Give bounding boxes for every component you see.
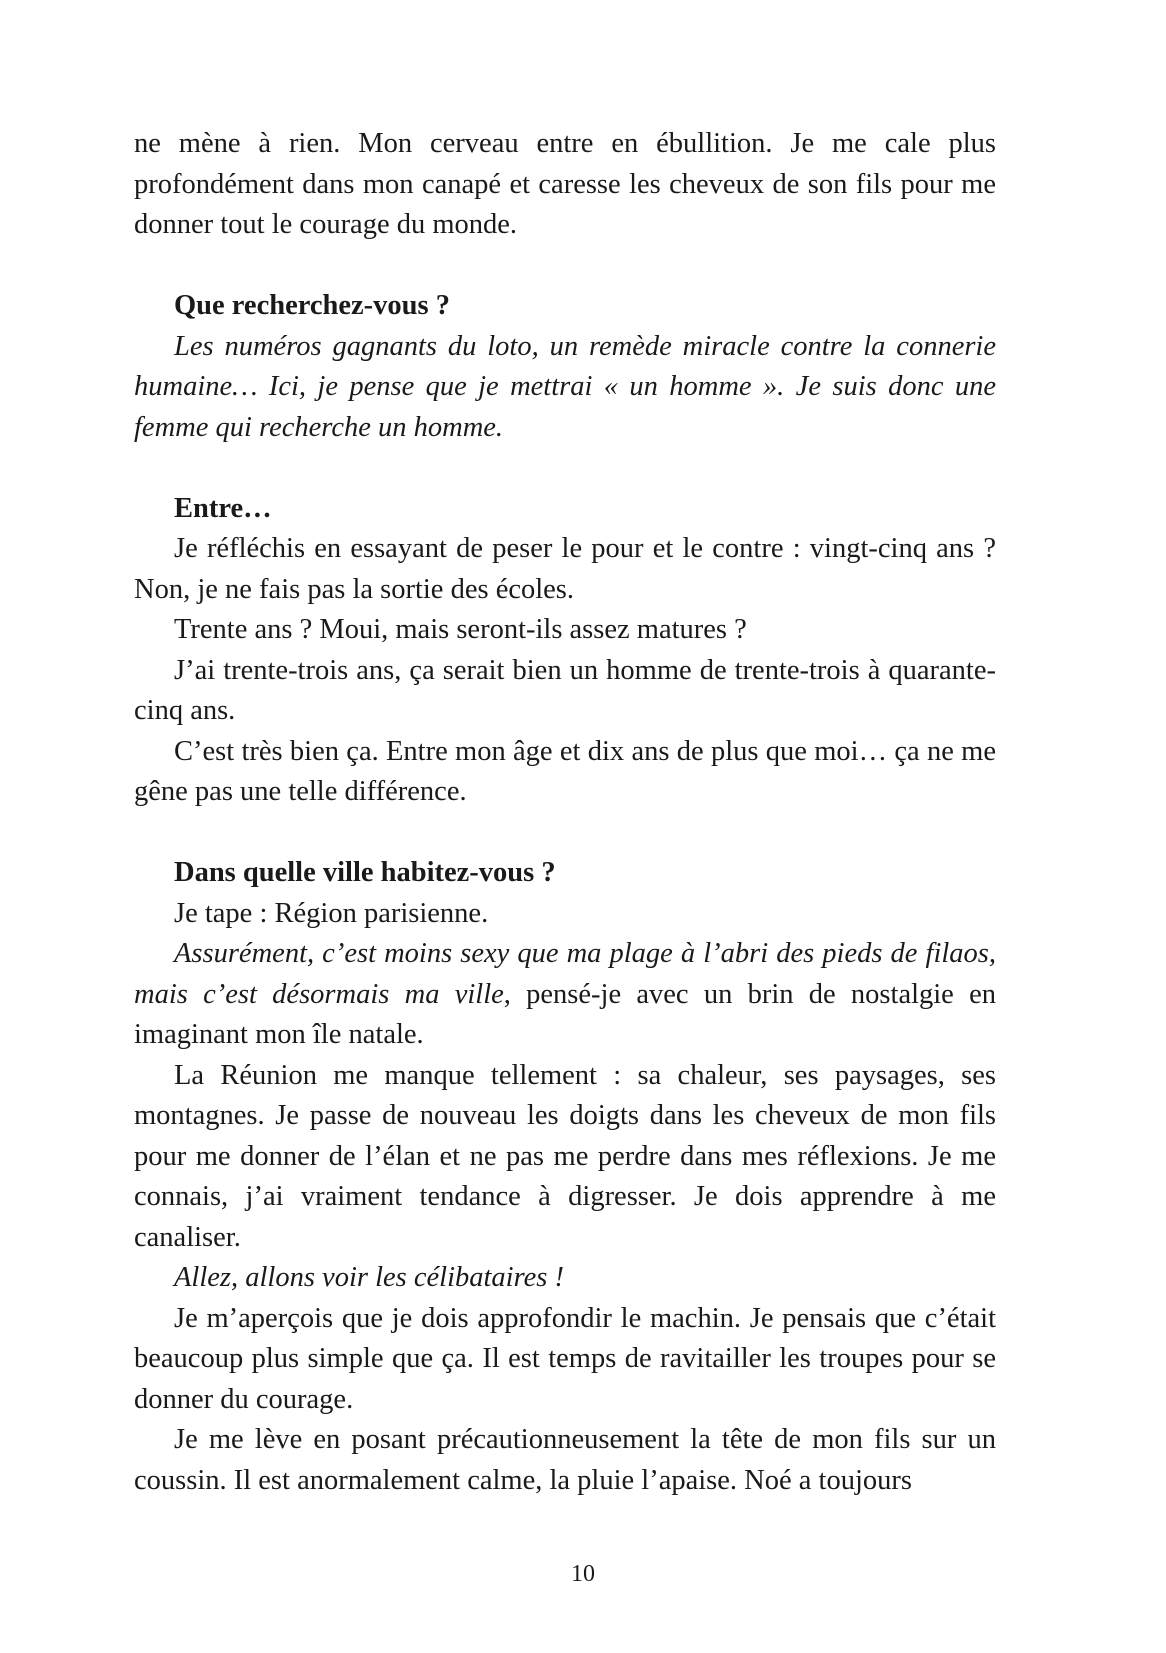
paragraph-gap: [134, 448, 996, 489]
page-body: [134, 124, 996, 1501]
paragraph: Trente ans ? Moui, mais seront-ils assez matures ?: [174, 614, 747, 645]
paragraph: Je me lève en posant précautionneusement la tête de mon fils sur un coussin. Il est anormalement calme, la pluie l’apaise. Noé a toujours: [134, 1424, 996, 1496]
paragraph-gap: [134, 813, 996, 854]
paragraph-text: , pensé-je avec un brin de nostalgie en imaginant mon île natale.: [134, 978, 996, 1050]
paragraph: Je m’aperçois que je dois approfondir le machin. Je pensais que c’était beaucoup plus simple que ça. Il est temps de ravitailler les troupes pour se donner du courage.: [134, 1302, 996, 1415]
paragraph: Je réfléchis en essayant de peser le pour et le contre : vingt-cinq ans ? Non, je ne fais pas la sortie des écoles.: [134, 533, 996, 605]
page-number: 10: [571, 1561, 595, 1587]
paragraph: La Réunion me manque tellement : sa chaleur, ses paysages, ses montagnes. Je passe de nouveau les doigts dans les cheveux de mon fils pour me donner de l’élan et ne pas me perdre dans mes réflexions. Je me connais, j’ai vraiment tendance à digresser. Je dois apprendre à me canaliser.: [134, 1059, 996, 1253]
section-heading: Que recherchez-vous ?: [174, 290, 450, 321]
paragraph: Les numéros gagnants du loto, un remède miracle contre la connerie humaine… Ici, je pense que je mettrai « un homme ». Je suis donc une femme qui recherche un homme.: [134, 330, 996, 443]
paragraph-gap: [134, 246, 996, 287]
section-heading: Entre…: [174, 492, 272, 524]
paragraph: [134, 934, 996, 1056]
section-heading: Dans quelle ville habitez-vous ?: [174, 857, 556, 888]
paragraph: Je tape : Région parisienne.: [174, 897, 489, 929]
italic-thought: Assurément, c’est moins sexy que ma plage à l’abri des pieds de filaos, mais c’est désormais ma ville: [134, 938, 996, 1010]
paragraph: Allez, allons voir les célibataires !: [174, 1262, 564, 1293]
paragraph: ne mène à rien. Mon cerveau entre en ébullition. Je me cale plus profondément dans mon canapé et caresse les cheveux de son fils pour me donner tout le courage du monde.: [134, 128, 996, 240]
paragraph: J’ai trente-trois ans, ça serait bien un homme de trente-trois à quarante-cinq ans.: [134, 654, 996, 726]
paragraph: C’est très bien ça. Entre mon âge et dix ans de plus que moi… ça ne me gêne pas une telle différence.: [134, 735, 996, 807]
